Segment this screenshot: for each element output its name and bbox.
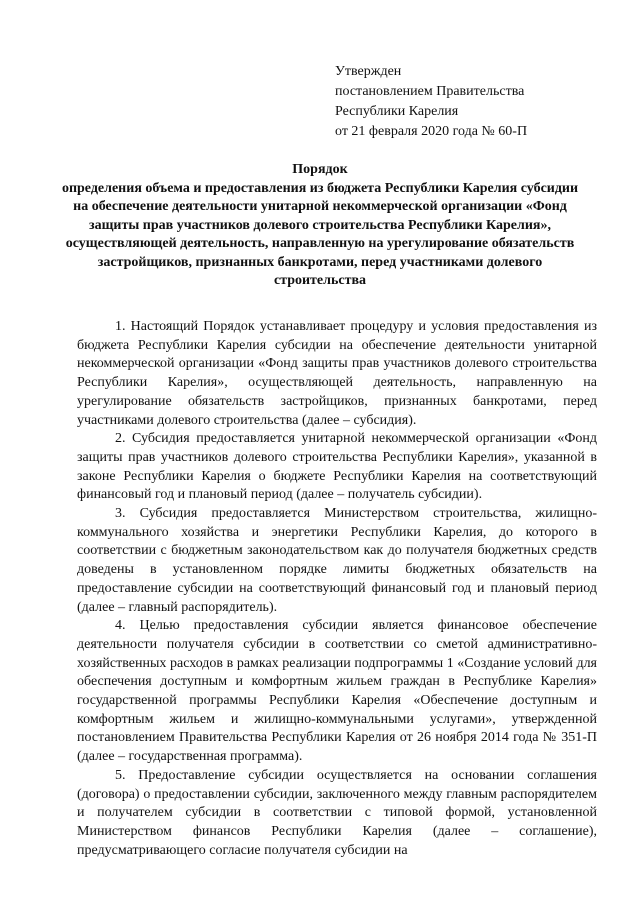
title-heading: Порядок: [292, 162, 348, 177]
approval-line-1: Утвержден: [335, 64, 402, 79]
paragraph-1: 1. Настоящий Порядок устанавливает процедуру и условия предоставления из бюджета Республики Карелия субсидии на обеспечение деятельности унитарной некоммерческой организации «Фонд защиты прав участников долевого строительства Республики Карелия», осуществляющей деятельность, направленную на урегулирование обязательств застройщиков, признанных банкротами, перед участниками долевого строительства (далее – субсидия).: [77, 319, 597, 428]
paragraph-2: 2. Субсидия предоставляется унитарной некоммерческой организации «Фонд защиты прав участников долевого строительства Республики Карелия», указанной в законе Республики Карелия о бюджете Республики Карелия на соответствующий финансовый год и плановый период (далее – получатель субсидии).: [77, 431, 597, 503]
title-subtitle: определения объема и предоставления из бюджета Республики Карелия субсидии на обеспечение деятельности унитарной некоммерческой организации «Фонд защиты прав участников долевого строительства Республики Карелия», осуществляющей деятельность, направленную на урегулирование обязательств застройщиков, признанных банкротами, перед участниками долевого строительства: [61, 180, 579, 288]
paragraph-5: 5. Предоставление субсидии осуществляется на основании соглашения (договора) о предоставлении субсидии, заключенного между главным распорядителем и получателем субсидии в соответствии с типовой формой, установленной Министерством финансов Республики Карелия (далее – соглашение), предусматривающего согласие получателя субсидии на: [77, 767, 597, 858]
paragraph-4: 4. Целью предоставления субсидии является финансовое обеспечение деятельности получателя субсидии в соответствии со сметой административно-хозяйственных расходов в рамках реализации подпрограммы 1 «Создание условий для обеспечения доступным и комфортным жильем граждан в Республике Карелия» государственной программы Республики Карелия «Обеспечение доступным и комфортным жильем и жилищно-коммунальными услугами», утвержденной постановлением Правительства Республики Карелия от 26 ноября 2014 года № 351-П (далее – государственная программа).: [77, 618, 597, 765]
approval-stamp: [335, 62, 527, 142]
paragraph-3: 3. Субсидия предоставляется Министерством строительства, жилищно-коммунального хозяйства и энергетики Республики Карелия, до которого в соответствии с бюджетным законодательством как до получателя бюджетных средств доведены в установленном порядке лимиты бюджетных обязательств на предоставление субсидии на соответствующий финансовый год и плановый период (далее – главный распорядитель).: [77, 506, 597, 615]
approval-line-2: постановлением Правительства: [335, 84, 525, 99]
document-title: [60, 161, 580, 291]
approval-line-4: от 21 февраля 2020 года № 60-П: [335, 124, 528, 139]
approval-line-3: Республики Карелия: [335, 104, 459, 119]
document-body: [77, 318, 597, 860]
